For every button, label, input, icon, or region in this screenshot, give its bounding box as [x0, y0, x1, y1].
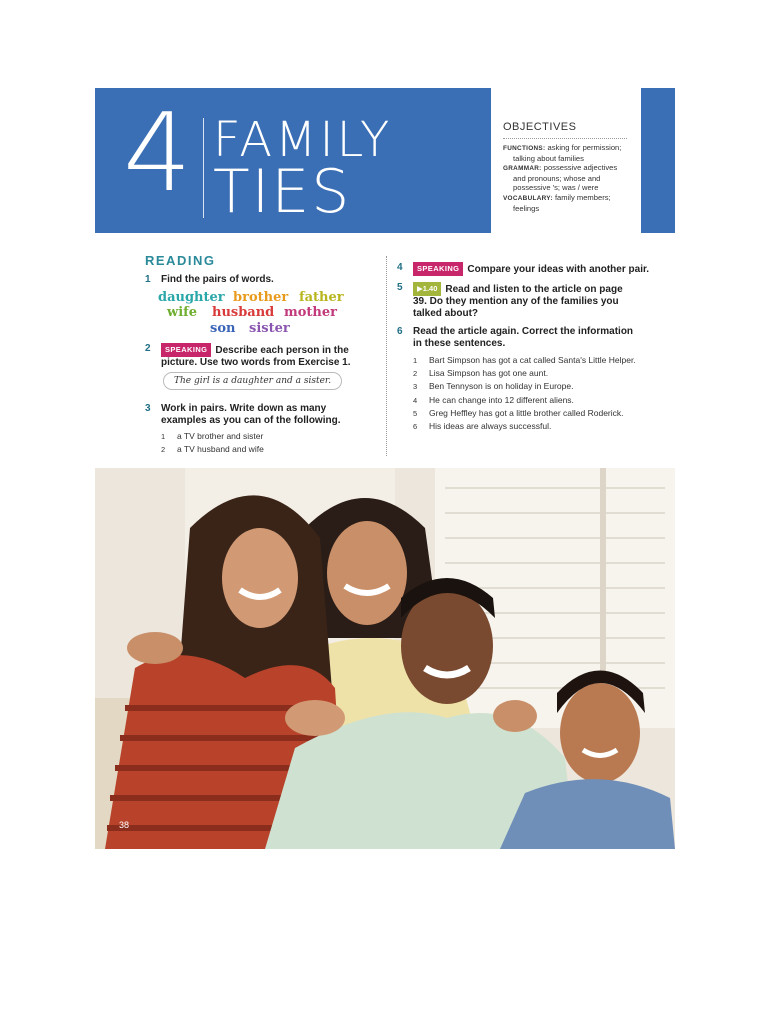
exercise-instruction-wrap — [397, 262, 667, 276]
list-item — [161, 443, 264, 456]
section-title: READING — [145, 253, 216, 268]
list-item-text: He can change into 12 different aliens. — [429, 394, 574, 405]
exercise-number: 4 — [397, 262, 403, 273]
objective-vocabulary — [503, 193, 633, 204]
exercise-2 — [145, 343, 377, 369]
objectives-title: OBJECTIVES — [503, 121, 577, 133]
exercise-instruction-wrap — [397, 282, 637, 320]
list-item-text: Ben Tennyson is on holiday in Europe. — [429, 381, 574, 392]
exercise-6 — [397, 326, 637, 350]
exercise-number: 5 — [397, 282, 403, 293]
objective-text: possessive adjectives — [543, 163, 618, 173]
exercise-3-list — [161, 430, 264, 456]
word-husband: husband — [212, 305, 275, 320]
list-item — [413, 420, 663, 433]
word-daughter: daughter — [158, 290, 225, 305]
exercise-3 — [145, 403, 370, 427]
list-item-number: 2 — [161, 445, 166, 455]
exercise-1 — [145, 274, 365, 286]
exercise-instruction: Read the article again. Correct the information in these sentences. — [413, 326, 634, 349]
exercise-instruction: Compare your ideas with another pair. — [467, 264, 650, 275]
audio-track-icon[interactable] — [413, 282, 441, 296]
objectives-list — [503, 143, 633, 213]
list-item-number: 1 — [161, 432, 166, 441]
page-number: 38 — [119, 820, 130, 830]
objective-key: FUNCTIONS: — [503, 145, 546, 152]
objective-key: VOCABULARY: — [503, 194, 553, 202]
objective-key: GRAMMAR: — [503, 165, 542, 173]
exercise-number: 3 — [145, 403, 151, 414]
exercise-number: 1 — [145, 274, 151, 285]
unit-number: 4 — [123, 91, 192, 216]
word-brother: brother — [233, 290, 289, 305]
objective-text: family members; — [554, 192, 611, 202]
word-mother: mother — [284, 305, 338, 320]
list-item-number: 4 — [413, 395, 418, 405]
objective-grammar — [503, 163, 633, 174]
list-item-number: 3 — [413, 382, 418, 392]
family-photo-illustration — [95, 468, 675, 849]
unit-title-line2: TIES — [213, 157, 352, 227]
exercise-4 — [397, 262, 667, 276]
exercise-instruction-wrap — [145, 343, 377, 369]
exercise-instruction: Describe each person in the picture. Use two words from Exercise 1. — [161, 345, 351, 368]
objective-continuation: possessive 's; was / were — [513, 183, 599, 193]
list-item-text: a TV brother and sister — [177, 431, 264, 441]
list-item — [413, 407, 663, 420]
objective-continuation: and pronouns; whose and — [513, 173, 601, 183]
word-sister: sister — [249, 321, 290, 336]
header-side-strip — [641, 88, 675, 233]
list-item-number: 5 — [413, 408, 418, 418]
list-item-text: Greg Heffley has got a little brother called Roderick. — [429, 407, 624, 418]
exercise-instruction: Read and listen to the article on page 39. Do they mention any of the families you talked about? — [413, 284, 623, 319]
list-item-text: His ideas are always successful. — [429, 421, 552, 432]
objectives-rule — [503, 138, 627, 139]
list-item — [413, 380, 663, 393]
objective-continuation: feelings — [513, 203, 540, 213]
unit-title-line1: FAMILY — [213, 112, 393, 168]
exercise-5 — [397, 282, 637, 320]
list-item-text: Lisa Simpson has got one aunt. — [429, 368, 549, 379]
word-son: son — [210, 321, 236, 336]
exercise-number: 6 — [397, 326, 403, 337]
word-wife: wife — [167, 305, 197, 320]
audio-track-number: 1.40 — [422, 284, 438, 293]
exercise-instruction: Work in pairs. Write down as many examples as you can of the following. — [161, 403, 341, 426]
list-item-number: 6 — [413, 422, 418, 432]
speaking-tag: SPEAKING — [413, 262, 463, 276]
objective-continuation: talking about families — [513, 153, 584, 163]
list-item-number: 1 — [413, 356, 418, 365]
list-item — [413, 367, 663, 380]
speaker-icon: ▶ — [417, 284, 423, 293]
family-photo — [95, 468, 675, 849]
list-item — [413, 354, 644, 367]
list-item-text: Bart Simpson has got a cat called Santa's Little Helper. — [429, 355, 636, 365]
speaking-tag: SPEAKING — [161, 343, 211, 357]
textbook-page — [95, 88, 675, 849]
list-item-number: 2 — [413, 369, 418, 379]
exercise-instruction: Find the pairs of words. — [161, 274, 274, 285]
word-father: father — [299, 290, 344, 305]
exercise-6-list — [413, 354, 663, 433]
exercise-number: 2 — [145, 343, 151, 354]
objective-functions — [503, 143, 633, 154]
list-item — [161, 430, 264, 443]
list-item-text: a TV husband and wife — [177, 444, 264, 455]
list-item — [413, 394, 663, 407]
objectives-box — [491, 88, 641, 233]
objective-text: asking for permission; — [547, 143, 622, 152]
unit-header — [95, 88, 675, 233]
unit-divider — [203, 118, 204, 218]
column-divider — [386, 256, 387, 456]
example-speech-bubble: The girl is a daughter and a sister. — [163, 372, 342, 390]
